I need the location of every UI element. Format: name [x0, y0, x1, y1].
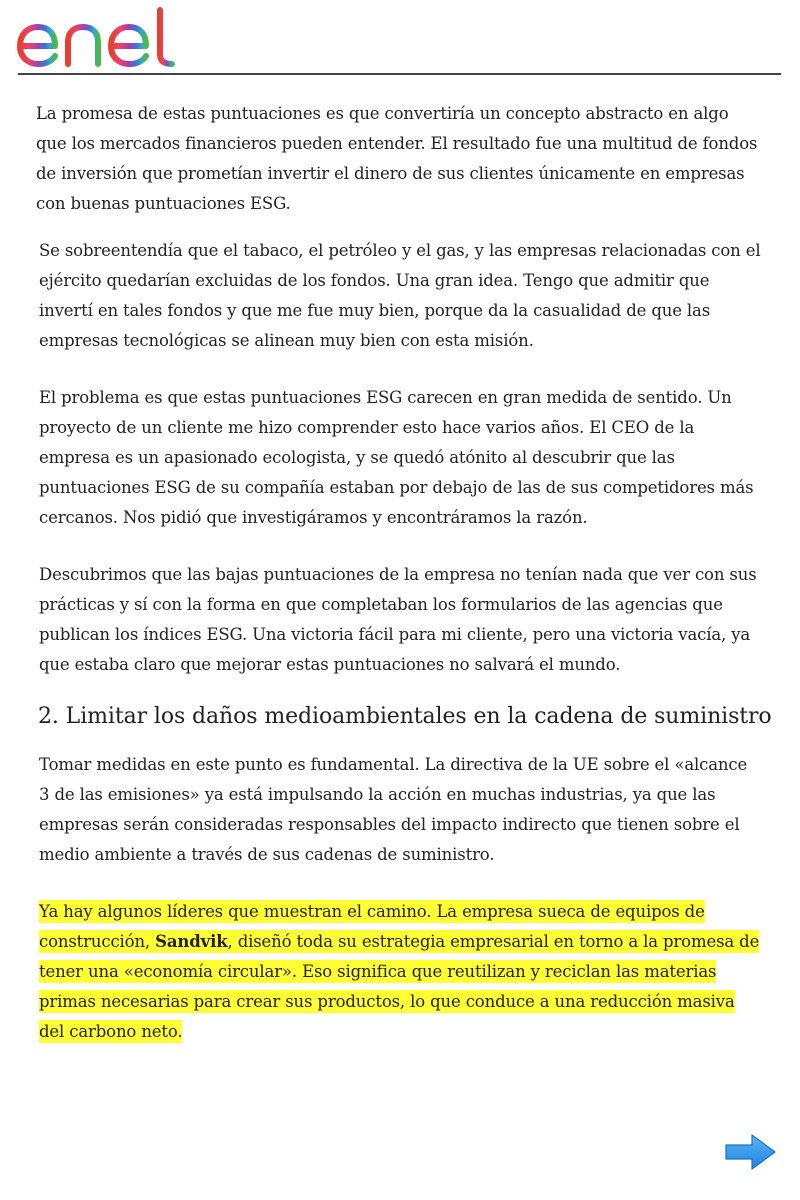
highlighted-text [39, 900, 759, 1043]
header-divider [18, 73, 781, 75]
paragraph-esg-scores-problem: El problema es que estas puntuaciones ESG carecen en gran medida de sentido. Un proyecto de un cliente me hizo comprender esto hace varios años. El CEO de la empresa es un apasionado ecologista, y se quedó atónito al descubrir que las puntuaciones ESG de su compañía estaban por debajo de las de sus competidores más cercanos. Nos pidió que investigáramos y encontráramos la razón. [39, 388, 754, 527]
company-name-bold: Sandvik [155, 932, 228, 951]
highlight-text-before: Ya hay algunos líderes que muestran el camino. La empresa sueca de equipos de construcción, [39, 902, 705, 951]
paragraph-esg-scores-promise: La promesa de estas puntuaciones es que convertiría un concepto abstracto en algo que los mercados financieros pueden entender. El resultado fue una multitud de fondos de inversión que prometían invertir el dinero de sus clientes únicamente en empresas con buenas puntuaciones ESG. [36, 104, 758, 213]
highlight-text-after: , diseñó toda su estrategia empresarial en torno a la promesa de tener una «economía circular». Eso significa que reutilizan y reciclan las materias primas necesarias para crear sus productos, lo que conduce a una reducción masiva del carbono neto. [39, 932, 760, 1041]
paragraph-excluded-industries: Se sobreentendía que el tabaco, el petróleo y el gas, y las empresas relacionadas con el ejército quedarían excluidas de los fondos. Una gran idea. Tengo que admitir que invertí en tales fondos y que me fue muy bien, porque da la casualidad de que las empresas tecnológicas se alinean muy bien con esta misión. [39, 241, 761, 350]
enel-logo[interactable] [16, 6, 182, 68]
arrow-right-icon[interactable] [722, 1132, 778, 1172]
section-heading-supply-chain: 2. Limitar los daños medioambientales en la cadena de suministro [38, 704, 772, 729]
paragraph-scope-3-emissions: Tomar medidas en este punto es fundamental. La directiva de la UE sobre el «alcance 3 de las emisiones» ya está impulsando la acción en muchas industrias, ya que las empresas serán consideradas responsables del impacto indirecto que tienen sobre el medio ambiente a través de sus cadenas de suministro. [39, 755, 748, 864]
paragraph-highlighted-sandvik [39, 897, 761, 1047]
page-header [0, 0, 800, 76]
paragraph-low-scores-discovery: Descubrimos que las bajas puntuaciones de la empresa no tenían nada que ver con sus prácticas y sí con la forma en que completaban los formularios de las agencias que publican los índices ESG. Una victoria fácil para mi cliente, pero una victoria vacía, ya que estaba claro que mejorar estas puntuaciones no salvará el mundo. [39, 565, 757, 674]
